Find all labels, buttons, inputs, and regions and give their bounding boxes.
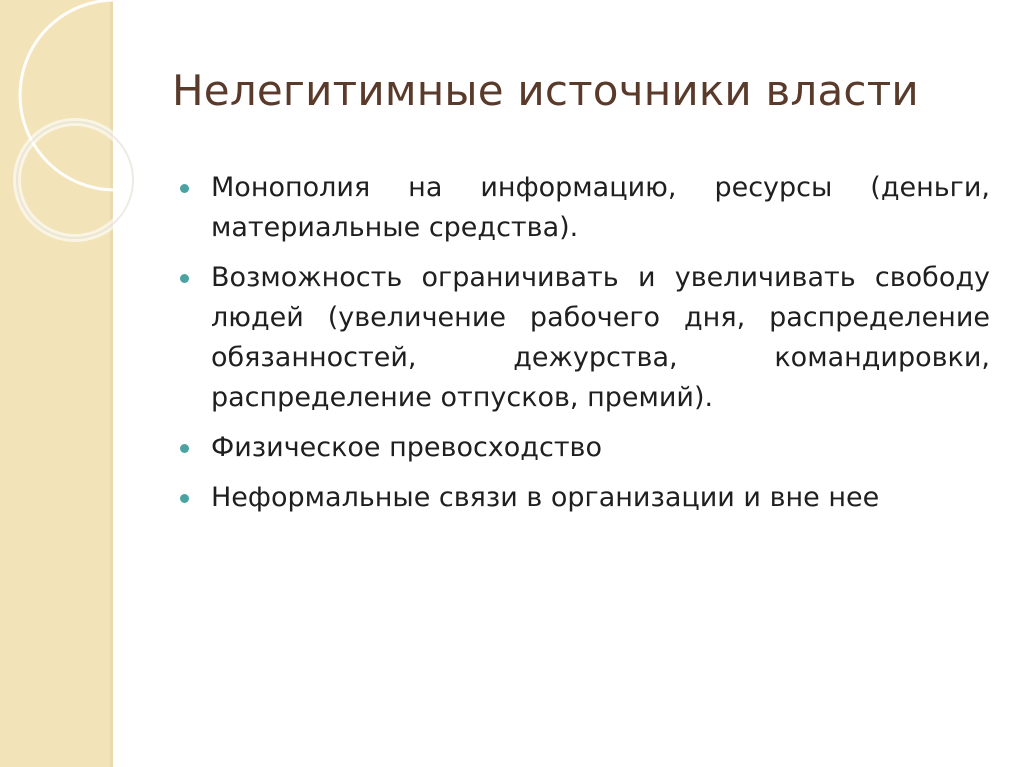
decor-circle-large: [20, 0, 180, 190]
bullet-item: [180, 478, 990, 518]
decorative-circles: [0, 0, 180, 260]
slide-title: Нелегитимные источники власти: [172, 66, 919, 115]
bullet-text: Неформальные связи в организации и вне нее: [211, 482, 880, 513]
bullet-dot-icon: [180, 274, 189, 283]
bullet-item: [180, 168, 990, 248]
bullet-list: [180, 168, 990, 528]
bullet-dot-icon: [180, 184, 189, 193]
bullet-item: [180, 258, 990, 418]
bullet-text: Монополия на информацию, ресурсы (деньги, материальные средства).: [211, 172, 990, 243]
bullet-dot-icon: [180, 494, 189, 503]
bullet-text: Физическое превосходство: [211, 432, 602, 463]
bullet-text: Возможность ограничивать и увеличивать свободу людей (увеличение рабочего дня, распределение обязанностей, дежурства, командировки, распределение отпусков, премий).: [211, 262, 990, 413]
bullet-item: [180, 428, 990, 468]
bullet-dot-icon: [180, 444, 189, 453]
